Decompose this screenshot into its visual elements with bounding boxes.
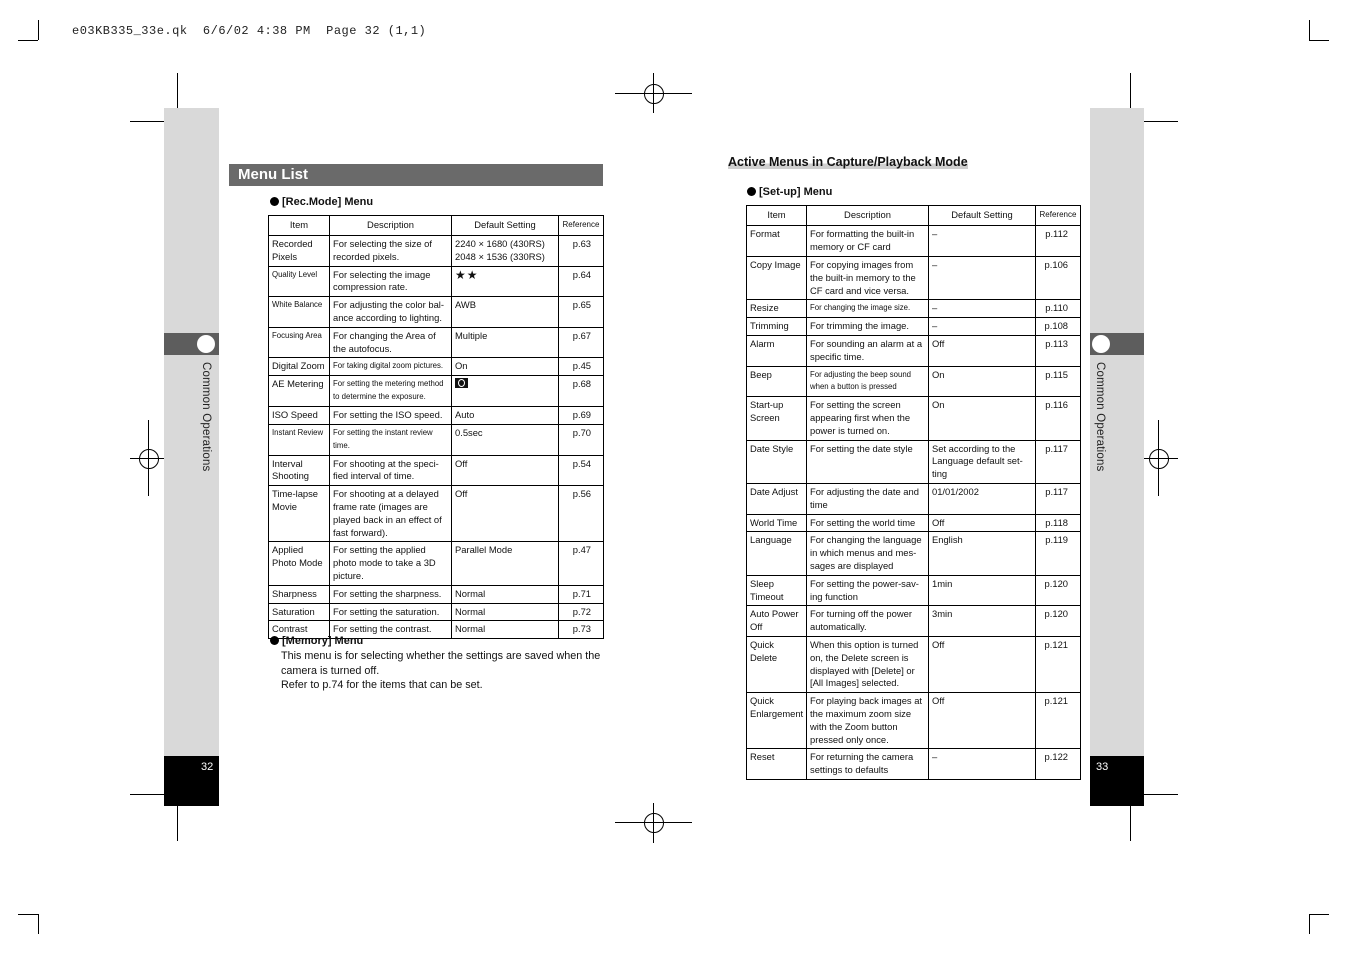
right-page-number: 33 <box>1096 761 1109 773</box>
reference-cell: p.122 <box>1036 749 1081 780</box>
description-cell: For changing the image size. <box>807 300 929 318</box>
reference-cell: p.45 <box>559 358 604 376</box>
right-page-number-box <box>1090 756 1144 806</box>
right-side-label: Common Operations <box>1094 362 1106 472</box>
description-cell: For trimming the image. <box>807 318 929 336</box>
default-cell: Parallel Mode <box>452 542 559 585</box>
bullet-icon <box>270 636 279 645</box>
default-cell: – <box>929 749 1036 780</box>
table-row <box>269 542 604 585</box>
reference-cell: p.117 <box>1036 440 1081 483</box>
reference-cell: p.72 <box>559 603 604 621</box>
item-cell: Time-lapse Movie <box>269 486 330 542</box>
table-row <box>747 483 1081 514</box>
reference-cell: p.108 <box>1036 318 1081 336</box>
reference-cell: p.70 <box>559 424 604 455</box>
item-cell: Sharpness <box>269 585 330 603</box>
default-cell: Auto <box>452 407 559 425</box>
reference-cell: p.65 <box>559 297 604 328</box>
item-cell: Digital Zoom <box>269 358 330 376</box>
description-cell: For changing the Area of the autofocus. <box>330 327 452 358</box>
description-cell: For returning the camera settings to defaults <box>807 749 929 780</box>
table-row <box>747 575 1081 606</box>
reference-cell: p.120 <box>1036 606 1081 637</box>
reference-cell: p.106 <box>1036 257 1081 300</box>
section-subtitle: Active Menus in Capture/Playback Mode <box>728 155 968 169</box>
table-row <box>747 366 1081 397</box>
item-cell: Recorded Pixels <box>269 236 330 267</box>
item-cell: Date Adjust <box>747 483 807 514</box>
description-cell: For setting the metering method to determine the exposure. <box>330 376 452 407</box>
default-cell: Normal <box>452 603 559 621</box>
table-row <box>747 532 1081 575</box>
reference-cell: p.113 <box>1036 335 1081 366</box>
reference-cell: p.47 <box>559 542 604 585</box>
default-cell: Normal <box>452 621 559 639</box>
left-page-number: 32 <box>201 761 214 773</box>
reference-cell: p.63 <box>559 236 604 267</box>
default-cell: On <box>929 397 1036 440</box>
item-cell: Start-up Screen <box>747 397 807 440</box>
table-row <box>747 300 1081 318</box>
item-cell: Contrast <box>269 621 330 639</box>
table-row <box>747 397 1081 440</box>
table-row <box>269 327 604 358</box>
reference-cell: p.68 <box>559 376 604 407</box>
description-cell: For setting the power-sav-ing function <box>807 575 929 606</box>
description-cell: For setting the saturation. <box>330 603 452 621</box>
reference-cell: p.119 <box>1036 532 1081 575</box>
description-cell: For turning off the power automatically. <box>807 606 929 637</box>
default-cell: Off <box>929 693 1036 749</box>
default-cell: 0.5sec <box>452 424 559 455</box>
table-row <box>269 585 604 603</box>
table-row <box>747 514 1081 532</box>
column-header: Description <box>330 216 452 236</box>
description-cell: For sounding an alarm at a specific time. <box>807 335 929 366</box>
table-row <box>269 266 604 297</box>
table-row <box>269 455 604 486</box>
column-header: Item <box>747 206 807 226</box>
print-header: e03KB335_33e.qk 6/6/02 4:38 PM Page 32 (1,1) <box>72 24 427 38</box>
table-row <box>747 606 1081 637</box>
item-cell: Quality Level <box>269 266 330 297</box>
table-row <box>269 358 604 376</box>
table-row <box>269 424 604 455</box>
reference-cell: p.115 <box>1036 366 1081 397</box>
description-cell: For setting the contrast. <box>330 621 452 639</box>
setup-menu-table <box>746 205 1081 780</box>
item-cell: Auto Power Off <box>747 606 807 637</box>
item-cell: Alarm <box>747 335 807 366</box>
table-row <box>747 636 1081 692</box>
table-header-row <box>269 216 604 236</box>
default-cell: On <box>452 358 559 376</box>
column-header: Default Setting <box>452 216 559 236</box>
item-cell: Copy Image <box>747 257 807 300</box>
column-header: Default Setting <box>929 206 1036 226</box>
description-cell: For setting the ISO speed. <box>330 407 452 425</box>
table-row <box>269 407 604 425</box>
item-cell: Trimming <box>747 318 807 336</box>
item-cell: Interval Shooting <box>269 455 330 486</box>
default-cell: AWB <box>452 297 559 328</box>
item-cell: Applied Photo Mode <box>269 542 330 585</box>
reference-cell: p.117 <box>1036 483 1081 514</box>
item-cell: White Balance <box>269 297 330 328</box>
table-row <box>269 486 604 542</box>
table-row <box>747 440 1081 483</box>
description-cell: For setting the date style <box>807 440 929 483</box>
default-cell: Off <box>929 335 1036 366</box>
default-cell: – <box>929 226 1036 257</box>
table-row <box>747 749 1081 780</box>
default-cell: Normal <box>452 585 559 603</box>
memory-menu-heading: [Memory] Menu <box>270 635 363 647</box>
spot-metering-icon <box>455 378 468 388</box>
description-cell: For selecting the size of recorded pixels. <box>330 236 452 267</box>
reference-cell: p.120 <box>1036 575 1081 606</box>
default-cell: ★★ <box>452 266 559 297</box>
default-cell: – <box>929 300 1036 318</box>
column-header: Reference <box>1036 206 1081 226</box>
item-cell: Date Style <box>747 440 807 483</box>
item-cell: World Time <box>747 514 807 532</box>
item-cell: Beep <box>747 366 807 397</box>
reference-cell: p.118 <box>1036 514 1081 532</box>
description-cell: For adjusting the color bal-ance according to lighting. <box>330 297 452 328</box>
reference-cell: p.121 <box>1036 636 1081 692</box>
default-cell: Off <box>929 514 1036 532</box>
item-cell: Quick Delete <box>747 636 807 692</box>
memory-menu-description <box>281 649 611 693</box>
default-cell: 2240 × 1680 (430RS) 2048 × 1536 (330RS) <box>452 236 559 267</box>
table-row <box>269 376 604 407</box>
reference-cell: p.56 <box>559 486 604 542</box>
page-title: Menu List <box>229 164 603 186</box>
column-header: Item <box>269 216 330 236</box>
reference-cell: p.73 <box>559 621 604 639</box>
description-cell: For setting the instant review time. <box>330 424 452 455</box>
memory-line: Refer to p.74 for the items that can be set. <box>281 679 483 691</box>
description-cell: For playing back images at the maximum zoom size with the Zoom button pressed only once. <box>807 693 929 749</box>
table-row <box>747 335 1081 366</box>
table-row <box>269 297 604 328</box>
reference-cell: p.71 <box>559 585 604 603</box>
item-cell: Format <box>747 226 807 257</box>
default-cell <box>452 376 559 407</box>
default-cell: Multiple <box>452 327 559 358</box>
item-cell: Reset <box>747 749 807 780</box>
reference-cell: p.67 <box>559 327 604 358</box>
default-cell: – <box>929 257 1036 300</box>
item-cell: Focusing Area <box>269 327 330 358</box>
default-cell: 3min <box>929 606 1036 637</box>
item-cell: Resize <box>747 300 807 318</box>
description-cell: For shooting at a delayed frame rate (images are played back in an effect of fast forward). <box>330 486 452 542</box>
description-cell: For copying images from the built-in memory to the CF card and vice versa. <box>807 257 929 300</box>
description-cell: For adjusting the beep sound when a button is pressed <box>807 366 929 397</box>
description-cell: When this option is turned on, the Delete screen is displayed with [Delete] or [All Images] selected. <box>807 636 929 692</box>
description-cell: For taking digital zoom pictures. <box>330 358 452 376</box>
default-cell: Off <box>929 636 1036 692</box>
reference-cell: p.110 <box>1036 300 1081 318</box>
table-header-row <box>747 206 1081 226</box>
memory-line: This menu is for selecting whether the settings are saved when the camera is turned off. <box>281 650 601 677</box>
default-cell: Off <box>452 455 559 486</box>
reference-cell: p.69 <box>559 407 604 425</box>
table-row <box>747 693 1081 749</box>
default-cell: Off <box>452 486 559 542</box>
bullet-icon <box>270 197 279 206</box>
table-row <box>747 318 1081 336</box>
item-cell: Saturation <box>269 603 330 621</box>
item-cell: ISO Speed <box>269 407 330 425</box>
item-cell: Instant Review <box>269 424 330 455</box>
left-tab-circle <box>197 335 215 353</box>
item-cell: Sleep Timeout <box>747 575 807 606</box>
setup-menu-heading: [Set-up] Menu <box>747 186 832 198</box>
description-cell: For adjusting the date and time <box>807 483 929 514</box>
default-cell: 01/01/2002 <box>929 483 1036 514</box>
default-cell: On <box>929 366 1036 397</box>
left-side-label: Common Operations <box>200 362 212 472</box>
table-row <box>747 257 1081 300</box>
table-row <box>269 603 604 621</box>
reference-cell: p.116 <box>1036 397 1081 440</box>
reference-cell: p.121 <box>1036 693 1081 749</box>
table-row <box>269 236 604 267</box>
description-cell: For shooting at the speci-fied interval of time. <box>330 455 452 486</box>
description-cell: For changing the language in which menus and mes-sages are displayed <box>807 532 929 575</box>
description-cell: For setting the applied photo mode to take a 3D picture. <box>330 542 452 585</box>
default-cell: 1min <box>929 575 1036 606</box>
rec-menu-heading: [Rec.Mode] Menu <box>270 196 373 208</box>
item-cell: AE Metering <box>269 376 330 407</box>
reference-cell: p.112 <box>1036 226 1081 257</box>
description-cell: For setting the screen appearing first when the power is turned on. <box>807 397 929 440</box>
rec-menu-table <box>268 215 604 639</box>
description-cell: For formatting the built-in memory or CF card <box>807 226 929 257</box>
reference-cell: p.64 <box>559 266 604 297</box>
default-cell: Set according to the Language default set-ting <box>929 440 1036 483</box>
item-cell: Quick Enlargement <box>747 693 807 749</box>
column-header: Description <box>807 206 929 226</box>
item-cell: Language <box>747 532 807 575</box>
default-cell: – <box>929 318 1036 336</box>
table-row <box>747 226 1081 257</box>
description-cell: For setting the sharpness. <box>330 585 452 603</box>
default-cell: English <box>929 532 1036 575</box>
right-tab-circle <box>1092 335 1110 353</box>
description-cell: For setting the world time <box>807 514 929 532</box>
description-cell: For selecting the image compression rate. <box>330 266 452 297</box>
column-header: Reference <box>559 216 604 236</box>
reference-cell: p.54 <box>559 455 604 486</box>
bullet-icon <box>747 187 756 196</box>
left-page-number-box <box>164 756 219 806</box>
